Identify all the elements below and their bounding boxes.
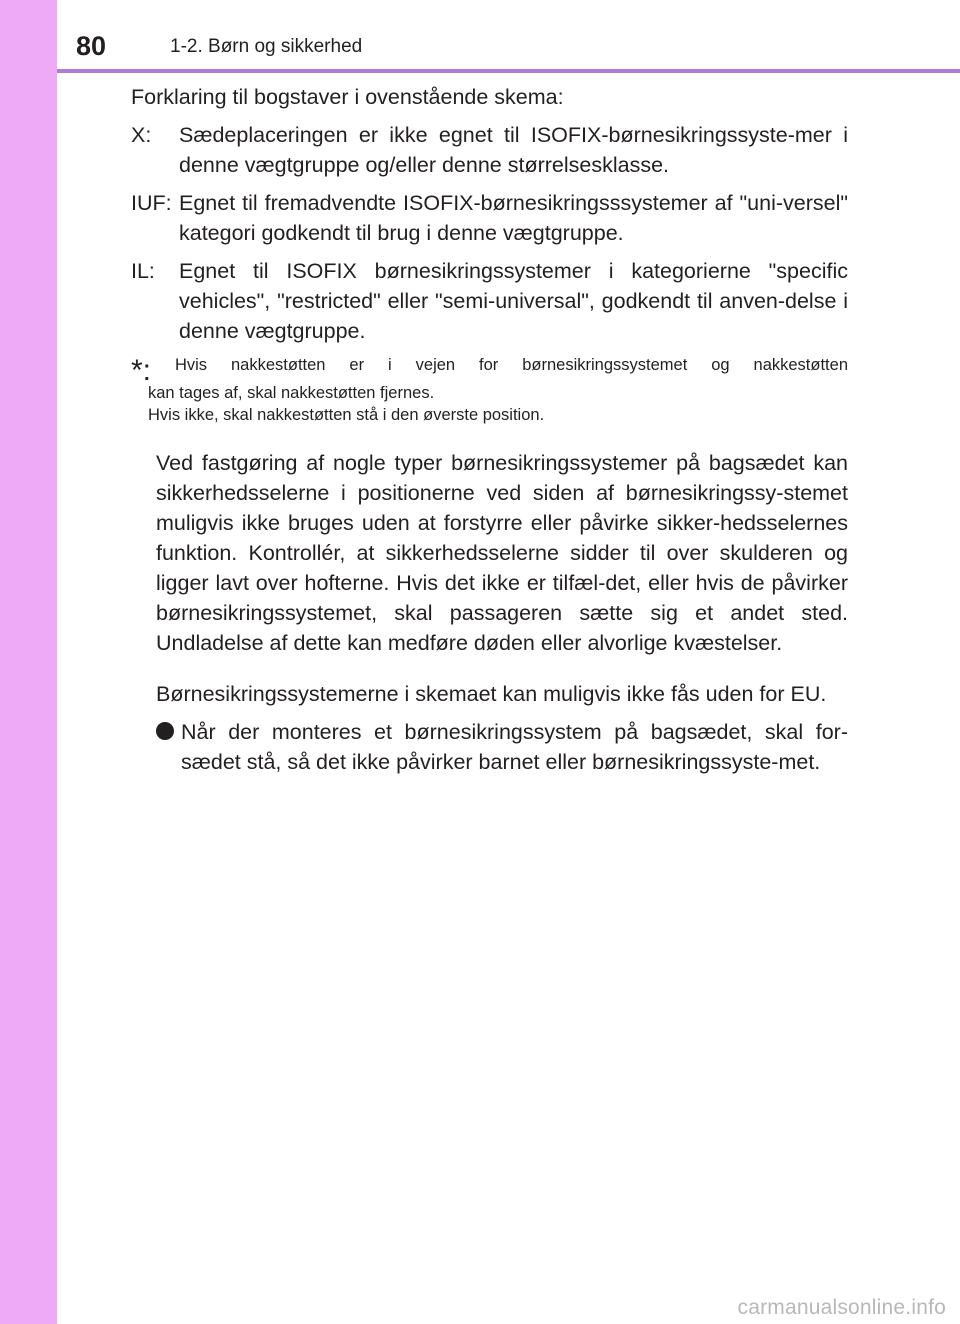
body-paragraph-1: Ved fastgøring af nogle typer børnesikringssystemer på bagsædet kan sikkerhedsselerne i positionerne ved siden af børnesikringssy-stemet muligvis ikke bruges uden at forstyrre eller påvirke sikker-hedsselernes funktion. Kontrollér, at sikkerhedsselerne sidder til over skulderen og ligger lavt over hofterne. Hvis det ikke er tilfæl-det, eller hvis de påvirker børnesikringssystemet, skal passageren sætte sig et andet sted. Undladelse af dette kan medføre døden eller alvorlige kvæstelser. [156,450,848,655]
definition-iuf [131,188,848,248]
page-content [131,82,848,777]
definition-term: X: [131,123,152,147]
bullet-text: Når der monteres et børnesikringssystem på bagsædet, skal for-sædet stå, så det ikke påvirker barnet eller børnesikringssyste-met. [181,720,848,774]
section-title: 1-2. Børn og sikkerhed [170,36,363,57]
footnote-line-2: kan tages af, skal nakkestøtten fjernes. [148,384,435,402]
definition-x [131,120,848,180]
footnote-line-1: *: Hvis nakkestøtten er i vejen for børnesikringssystemet og nakkestøtten [131,354,848,387]
page-number: 80 [76,31,107,61]
footnote-marker: *: [131,354,152,387]
definition-text: Egnet til ISOFIX børnesikringssystemer i kategorierne "specific vehicles", "restricted" eller "semi-universal", godkendt til anven-delse i denne vægtgruppe. [179,259,848,343]
body-paragraph-2: Børnesikringssystemerne i skemaet kan muligvis ikke fås uden for EU. [156,682,827,706]
definition-il [131,256,848,346]
side-tab-band [0,0,57,1324]
header-divider [57,69,960,73]
definition-term: IL: [131,259,155,283]
definition-term: IUF: [131,191,172,215]
bullet-dot-icon [156,722,174,740]
definition-text: Sædeplaceringen er ikke egnet til ISOFIX-børnesikringssyste-mer i denne vægtgruppe og/eller denne størrelsesklasse. [179,123,848,177]
bullet-item [131,717,848,777]
footnote-line-3: Hvis ikke, skal nakkestøtten stå i den øverste position. [148,406,545,424]
intro-text: Forklaring til bogstaver i ovenstående skema: [131,85,564,109]
watermark: carmanualsonline.info [737,1296,946,1319]
definition-text: Egnet til fremadvendte ISOFIX-børnesikringsssystemer af "uni-versel" kategori godkendt til brug i denne vægtgruppe. [179,191,848,245]
footnote [131,354,848,426]
